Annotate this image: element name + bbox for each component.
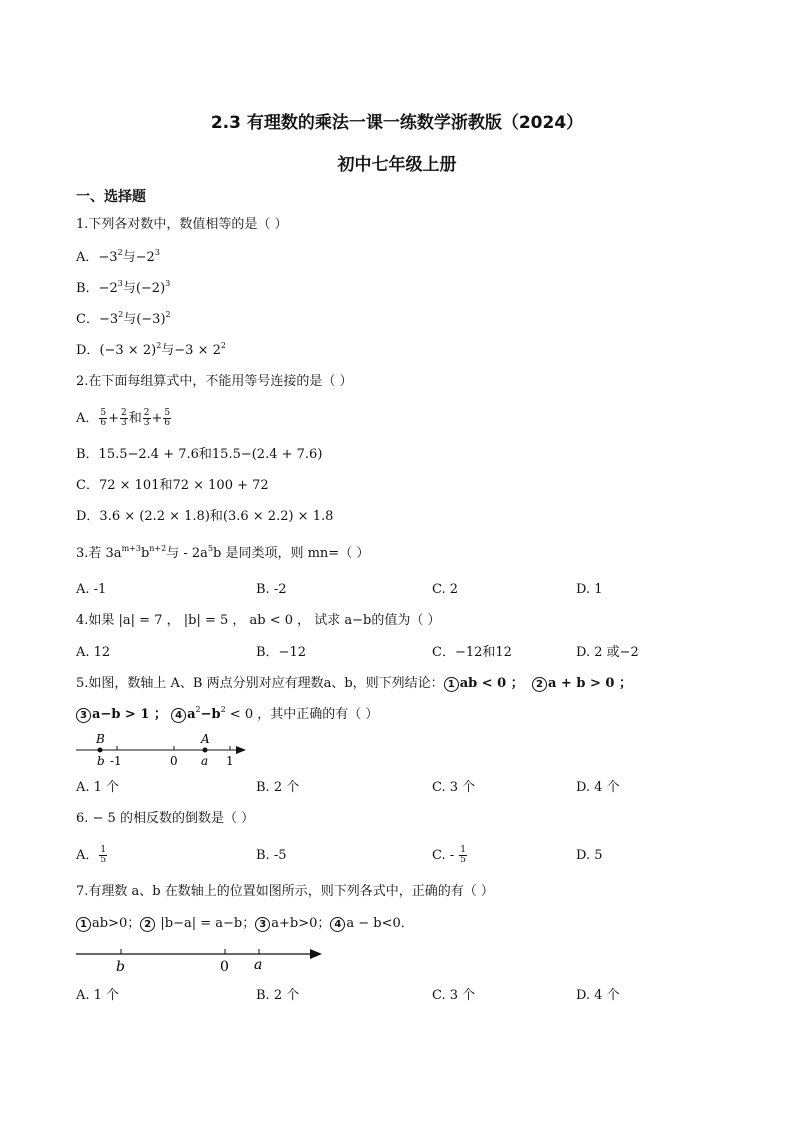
question-5-number-line (70, 730, 260, 770)
question-2-option-c: C．72 × 101和72 × 100 + 72 (76, 478, 269, 493)
question-7-number-line (70, 940, 330, 976)
question-4-option-a: A. 12 (76, 645, 111, 660)
question-5-stem-line-1: 5.如图，数轴上 A、B 两点分别对应有理数a、b，则下列结论： 1 ab < 0 ； 2 a + b > 0 ； (76, 676, 632, 691)
page-subtitle: 初中七年级上册 (337, 155, 457, 175)
question-6-option-c: C. - $\frac{1}{5}$ (432, 845, 467, 865)
question-1-option-d: D．$(-3 \times 2)^2$与$-3 \times 2^2$ (76, 341, 226, 358)
page-title: 2.3 有理数的乘法一课一练数学浙教版（2024） (210, 113, 584, 133)
tick-zero-label: 0 (170, 754, 178, 768)
question-7-option-c: C. 3 个 (432, 988, 476, 1003)
question-5-option-a: A. 1 个 (76, 780, 120, 795)
question-4-stem: 4.如果 |a| = 7 ， |b| = 5 ， ab < 0 ， 试求 a−b的值为（ ） (76, 613, 441, 628)
question-7-statements: 1 ab>0； 2 |b−a| = a−b； 3 a+b>0； 4 a − b<0． (76, 915, 414, 933)
question-5-option-d: D. 4 个 (576, 780, 620, 795)
question-7-option-d: D. 4 个 (576, 988, 620, 1003)
question-7-option-b: B. 2 个 (256, 988, 300, 1003)
question-6-option-a: A． $\frac{1}{5}$ (76, 845, 107, 865)
question-4-option-d: D. 2 或−2 (576, 645, 639, 660)
question-1-option-c: C．$-3^2$与$(-3)^2$ (76, 310, 171, 327)
question-2-option-b: B．15.5−2.4 + 7.6和15.5−(2.4 + 7.6) (76, 447, 323, 462)
point-a-label: A (201, 732, 210, 746)
tick-b-label: b (97, 754, 105, 768)
question-3-option-b: B. -2 (256, 582, 287, 597)
question-4-option-c: C．−12和12 (432, 645, 512, 660)
point-b-label: B (96, 732, 105, 746)
tick-one-label: 1 (226, 754, 234, 768)
question-2-stem: 2.在下面每组算式中，不能用等号连接的是（ ） (76, 374, 353, 389)
question-3-option-c: C. 2 (432, 582, 459, 597)
question-4-option-b: B．−12 (256, 645, 306, 660)
question-6-stem: 6. − 5 的相反数的倒数是（ ） (76, 811, 255, 826)
question-2-option-d: D．3.6 × (2.2 × 1.8)和(3.6 × 2.2) × 1.8 (76, 509, 334, 524)
question-5-stem-line-2: 3 a−b > 1 ； 4 $a^2-b^2 < 0$ ，其中正确的有（ ） (76, 706, 378, 724)
tick-b-label: b (116, 959, 125, 975)
question-2-option-a: A． $\frac{5}{6}$ + $\frac{2}{3}$ 和 $\frac{2}{3}$ + $\frac{5}{6}$ (76, 408, 171, 428)
tick-minus-1-label: -1 (110, 754, 122, 768)
point-b-dot (98, 748, 103, 753)
question-1-option-a: A．$-3^2$与$-2^3$ (76, 248, 160, 265)
question-5-option-c: C. 3 个 (432, 780, 476, 795)
section-heading: 一、选择题 (76, 189, 146, 205)
question-1-option-b: B．$-2^3$与$(-2)^3$ (76, 279, 171, 296)
question-6-option-b: B. -5 (256, 848, 287, 863)
question-3-option-a: A. -1 (76, 582, 107, 597)
tick-a-label: a (254, 957, 263, 973)
tick-zero-label: 0 (220, 959, 229, 975)
question-5-option-b: B. 2 个 (256, 780, 300, 795)
question-6-option-d: D. 5 (576, 848, 603, 863)
tick-a-label: a (201, 754, 209, 768)
question-1-stem: 1.下列各对数中，数值相等的是（ ） (76, 217, 288, 232)
point-a-dot (203, 748, 208, 753)
question-7-stem: 7.有理数 a、b 在数轴上的位置如图所示，则下列各式中，正确的有（ ） (76, 884, 494, 899)
question-7-option-a: A. 1 个 (76, 988, 120, 1003)
question-3-stem: 3.若 $3a^{m+3}b^{n+2}$与 - $2a^5b$ 是同类项，则 mn=（ ） (76, 544, 370, 561)
question-3-option-d: D. 1 (576, 582, 603, 597)
